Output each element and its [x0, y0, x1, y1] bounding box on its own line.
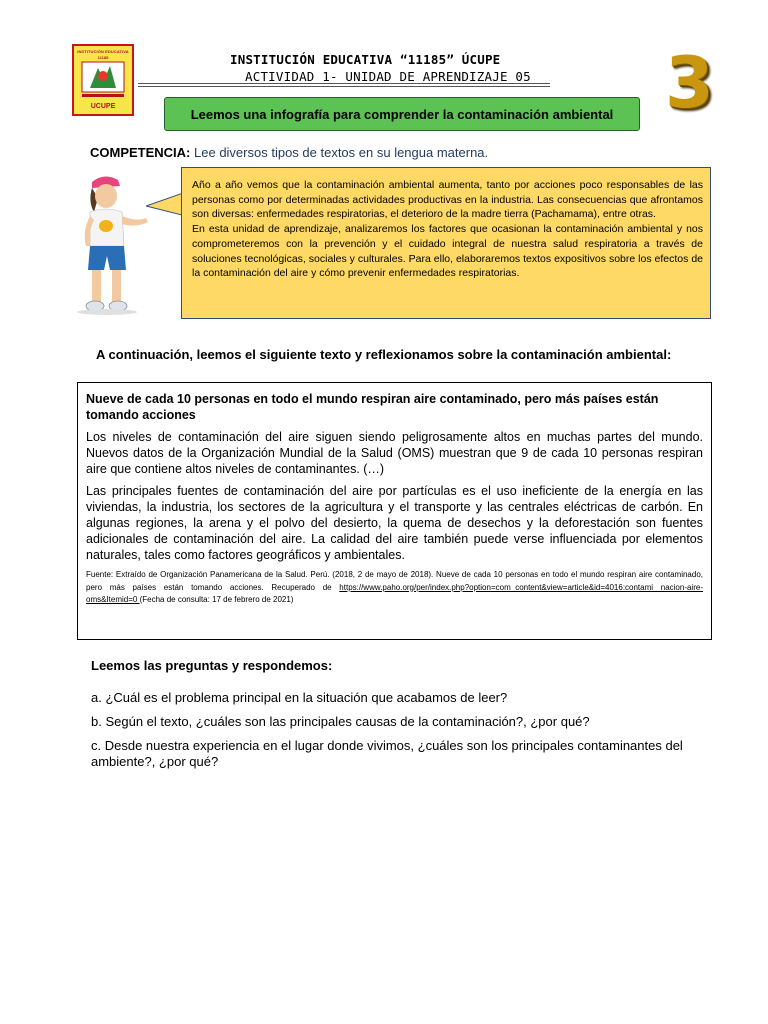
- competencia-text: Lee diversos tipos de textos en su lengua materna.: [194, 145, 489, 160]
- intro-text: A continuación, leemos el siguiente texto y reflexionamos sobre la contaminación ambiental:: [96, 347, 672, 362]
- title-banner: Leemos una infografía para comprender la contaminación ambiental: [164, 97, 640, 131]
- activity-subtitle: ACTIVIDAD 1- UNIDAD DE APRENDIZAJE 05: [245, 69, 531, 84]
- questions-title: Leemos las preguntas y respondemos:: [91, 658, 333, 673]
- article-headline: Nueve de cada 10 personas en todo el mundo respiran aire contaminado, pero más países están tomando acciones: [86, 392, 659, 422]
- article-box: [77, 382, 712, 640]
- school-crest-icon: [72, 44, 134, 116]
- speech-bubble-tail: [146, 188, 186, 228]
- question-b: b. Según el texto, ¿cuáles son las principales causas de la contaminación?, ¿por qué?: [91, 714, 590, 729]
- header-rule: [138, 83, 550, 84]
- logo-number: 11185: [97, 55, 109, 60]
- institution-title: INSTITUCIÓN EDUCATIVA “11185” ÚCUPE: [230, 52, 501, 67]
- speech-bubble: [181, 167, 711, 319]
- article-paragraph: Las principales fuentes de contaminación del aire por partículas es el uso ineficiente de la energía en las viviendas, la industria, los sectores de la agricultura y el transporte y las centrales eléctricas de carbón. En algunas regiones, la arena y el polvo del desierto, la quema de desechos y la deforestación son fuentes adicionales de contaminación del aire. La calidad del aire también puede verse influenciada por elementos naturales, tales como factores geográficos y ambientales.: [86, 484, 703, 562]
- question-c: c. Desde nuestra experiencia en el lugar donde vivimos, ¿cuáles son los principales contaminantes del ambiente?, ¿por qué?: [91, 738, 683, 769]
- source-text: Fuente: Extraído de Organización Panamericana de la Salud. Perú. (2018, 2 de mayo de 2018). Nueve de cada 10 personas en todo el mundo respiran aire contaminado, pero más países están tomando acciones. Recuperado de: [86, 570, 703, 592]
- competencia-label: COMPETENCIA:: [90, 145, 191, 160]
- question-a: a. ¿Cuál es el problema principal en la situación que acabamos de leer?: [91, 690, 508, 705]
- speech-paragraph: Año a año vemos que la contaminación ambiental aumenta, tanto por acciones poco responsables de las personas como por determinadas actividades productivas en la industria. Las consecuencias que afrontamos son diversas: enfermedades respiratorias, el deterioro de la madre tierra (Pachamama), entre otras.: [192, 179, 703, 221]
- competencia: [90, 145, 488, 160]
- source-date: (Fecha de consulta: 17 de febrero de 2021): [139, 595, 294, 604]
- article-source: [86, 569, 703, 607]
- source-link[interactable]: https://www.paho.org/per/index.php?option=com_content&view=article&id=4016:contami nacion-aire-oms&Itemid=0: [86, 582, 703, 604]
- header-rule: [138, 86, 550, 87]
- speech-paragraph: En esta unidad de aprendizaje, analizaremos los factores que ocasionan la contaminación ambiental y nos comprometeremos con la prevención y el cuidado integral de nuestra salud respiratoria a través de soluciones tecnológicas, sociales y culturales. Para ello, elaboraremos textos expositivos sobre los efectos de la contaminación del aire y cómo prevenir enfermedades respiratorias.: [192, 223, 703, 280]
- logo-title: INSTITUCIÓN EDUCATIVA: [77, 49, 129, 54]
- logo-name: UCUPE: [90, 103, 116, 110]
- grade-number: 3: [665, 42, 714, 124]
- article-paragraph: Los niveles de contaminación del aire siguen siendo peligrosamente altos en muchas partes del mundo. Nuevos datos de la Organización Mundial de la Salud (OMS) muestran que 9 de cada 10 personas respiran aire que contiene altos niveles de contaminantes. (…): [86, 430, 703, 476]
